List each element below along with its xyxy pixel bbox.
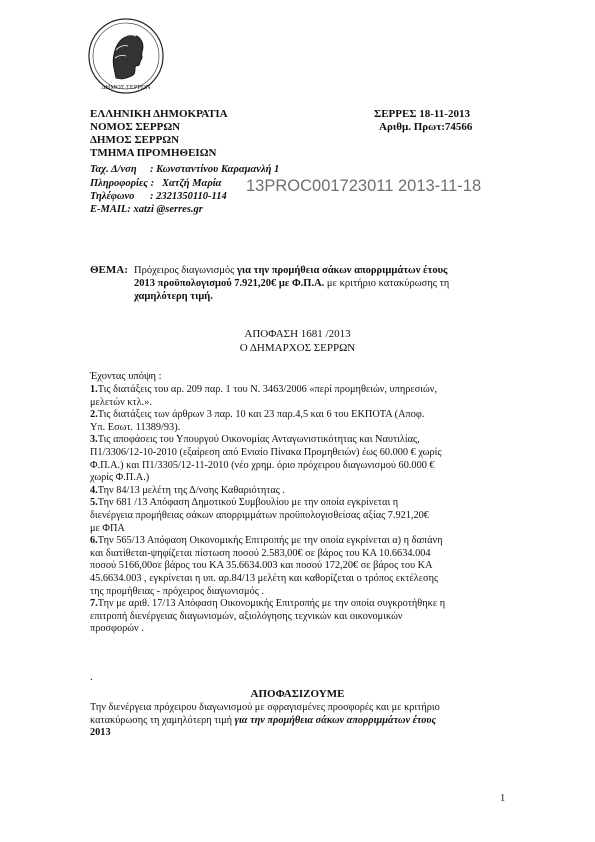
consideration-line xyxy=(90,497,506,510)
resolution-line1: Την διενέργεια πρόχειρου διαγωνισμού με σφραγισμένες προσφορές και με κριτήριο xyxy=(90,702,440,713)
consideration-line xyxy=(90,586,506,599)
consideration-text: και διατίθεται-ψηφίζεται πίστωση ποσού 2.583,00€ σε βάρος του ΚΑ 10.6634.004 xyxy=(90,547,431,559)
resolution-text xyxy=(90,702,506,740)
municipality-seal-logo xyxy=(86,16,166,96)
resolution-line2-a: κατακύρωσης τη χαμηλότερη τιμή xyxy=(90,714,233,726)
consideration-line xyxy=(90,472,506,485)
consideration-line xyxy=(90,397,506,410)
consideration-number: 3. xyxy=(90,434,98,446)
issuer-line-3: ΔΗΜΟΣ ΣΕΡΡΩΝ xyxy=(90,134,180,146)
registration-stamp: 13PROC001723011 2013-11-18 xyxy=(246,177,482,195)
phone-value: : 2321350110-114 xyxy=(150,191,227,202)
considerations-list xyxy=(90,384,506,636)
issuer-line-2: ΝΟΜΟΣ ΣΕΡΡΩΝ xyxy=(90,121,181,133)
consideration-text: προσφορών . xyxy=(90,623,144,635)
consideration-number: 7. xyxy=(90,598,98,610)
consideration-line xyxy=(90,598,506,611)
consideration-item xyxy=(90,485,506,498)
consideration-line xyxy=(90,510,506,523)
resolution-line3: 2013 xyxy=(90,727,111,739)
consideration-text: ποσού 5166,00σε βάρος του ΚΑ 35.6634.003 και ποσού 172,20€ σε βάρος του ΚΑ xyxy=(90,560,433,572)
resolution-title: ΑΠΟΦΑΣΙΖΟΥΜΕ xyxy=(250,688,345,700)
decision-title: ΑΠΟΦΑΣΗ 1681 /2013 xyxy=(244,328,351,340)
consideration-text: Την 565/13 Απόφαση Οικονομικής Επιτροπής με την οποία εγκρίνεται α) η δαπάνη xyxy=(97,535,443,547)
consideration-item xyxy=(90,598,506,636)
stray-dot: . xyxy=(90,672,93,683)
subject-line2-a: 2013 προϋπολογισμού 7.921,20€ με Φ.Π.Α. xyxy=(134,278,325,289)
consideration-item xyxy=(90,535,506,598)
consideration-item xyxy=(90,384,506,409)
consideration-number: 2. xyxy=(90,409,98,421)
consideration-line xyxy=(90,548,506,561)
consideration-text: 45.6634.003 , εγκρίνεται η υπ. αρ.84/13 μελέτη και καθορίζεται ο τρόπος εκτέλεσης xyxy=(90,572,439,584)
consideration-line xyxy=(90,523,506,536)
consideration-line xyxy=(90,447,506,460)
resolution-line2-b: για την προμήθεια σάκων απορριμμάτων έτους xyxy=(234,714,437,726)
subject-text xyxy=(134,264,506,303)
consideration-text: της προμήθειας - πρόχειρος διαγωνισμός . xyxy=(90,585,264,597)
consideration-text: Φ.Π.Α.) και Π1/3305/12-11-2010 (νέο χρημ. όριο πρόχειρου διαγωνισμού 60.000 € xyxy=(90,459,435,471)
consideration-number: 6. xyxy=(90,535,98,547)
consideration-text: Την 84/13 μελέτη της Δ/νσης Καθαριότητας . xyxy=(97,484,285,496)
email-line: E-MAIL: xatzi @serres.gr xyxy=(90,204,203,215)
info-label: Πληροφορίες : xyxy=(90,178,155,189)
phone-label: Τηλέφωνο xyxy=(90,191,135,202)
consideration-line xyxy=(90,560,506,573)
consideration-number: 4. xyxy=(90,484,98,496)
consideration-line xyxy=(90,409,506,422)
subject-line1-a: Πρόχειρος διαγωνισμός xyxy=(134,265,235,276)
consideration-text: μελετών κτλ.». xyxy=(90,396,152,408)
page-number: 1 xyxy=(500,793,506,804)
document-date: ΣΕΡΡΕΣ 18-11-2013 xyxy=(374,108,470,120)
consideration-line xyxy=(90,535,506,548)
consideration-item xyxy=(90,434,506,484)
consideration-line xyxy=(90,623,506,636)
subject-line1-b: για την προμήθεια σάκων απορριμμάτων έτους xyxy=(236,265,448,276)
issuer-line-1: ΕΛΛΗΝΙΚΗ ΔΗΜΟΚΡΑΤΙΑ xyxy=(90,108,228,120)
consideration-text: επιτροπή διενέργειας διαγωνισμών, αξιολόγησης τεχνικών και οικονομικών xyxy=(90,610,403,622)
consideration-line xyxy=(90,485,506,498)
decision-subtitle: Ο ΔΗΜΑΡΧΟΣ ΣΕΡΡΩΝ xyxy=(239,342,356,354)
info-value: Χατζή Μαρία xyxy=(162,178,222,189)
consideration-number: 1. xyxy=(90,384,98,395)
consideration-text: Υπ. Εσωτ. 11389/93). xyxy=(90,421,181,433)
consideration-line xyxy=(90,434,506,447)
consideration-text: Τις αποφάσεις του Υπουργού Οικονομίας Ανταγωνιστικότητας και Ναυτιλίας, xyxy=(97,434,420,446)
consideration-line xyxy=(90,460,506,473)
address-value: : Κωνσταντίνου Καραμανλή 1 xyxy=(150,164,280,175)
consideration-line xyxy=(90,573,506,586)
consideration-number: 5. xyxy=(90,497,98,509)
consideration-text: Την με αριθ. 17/13 Απόφαση Οικονομικής Επιτροπής με την οποία συγκροτήθηκε η xyxy=(97,598,446,610)
consideration-text: με ΦΠΑ xyxy=(90,522,125,534)
consideration-text: Τις διατάξεις των άρθρων 3 παρ. 10 και 23 παρ.4,5 και 6 του ΕΚΠΟΤΑ (Αποφ. xyxy=(97,409,425,421)
subject-label: ΘΕΜΑ: xyxy=(90,264,128,276)
consideration-text: διενέργεια προμήθειας σάκων απορριμμάτων προϋπολογισθείσας αξίας 7.921,20€ xyxy=(90,509,429,521)
consideration-text: Π1/3306/12-10-2010 (εξαίρεση από Ενιαίο Πίνακα Προμηθειών) έως 60.000 € χωρίς xyxy=(90,446,442,458)
consideration-item xyxy=(90,409,506,434)
consideration-item xyxy=(90,497,506,535)
considering-label: Έχοντας υπόψη : xyxy=(90,371,162,382)
seal-caption: ΔΗΜΟΣ ΣΕΡΡΩΝ xyxy=(101,84,151,91)
consideration-line xyxy=(90,611,506,624)
subject-line3: χαμηλότερη τιμή. xyxy=(134,291,213,302)
address-label: Ταχ. Δ/νση xyxy=(90,164,137,175)
protocol-number: Αριθμ. Πρωτ:74566 xyxy=(379,121,473,133)
issuer-block xyxy=(90,108,228,160)
consideration-text: Τις διατάξεις του αρ. 209 παρ. 1 του Ν. 3463/2006 «περί προμηθειών, υπηρεσιών, xyxy=(97,384,438,395)
consideration-text: χωρίς Φ.Π.Α.) xyxy=(90,472,150,484)
issuer-line-4: ΤΜΗΜΑ ΠΡΟΜΗΘΕΙΩΝ xyxy=(90,147,217,159)
consideration-line xyxy=(90,384,506,397)
consideration-text: Την 681 /13 Απόφαση Δημοτικού Συμβουλίου με την οποία εγκρίνεται η xyxy=(97,497,399,509)
consideration-line xyxy=(90,422,506,435)
subject-line2-b: με κριτήριο κατακύρωσης τη xyxy=(326,278,450,289)
